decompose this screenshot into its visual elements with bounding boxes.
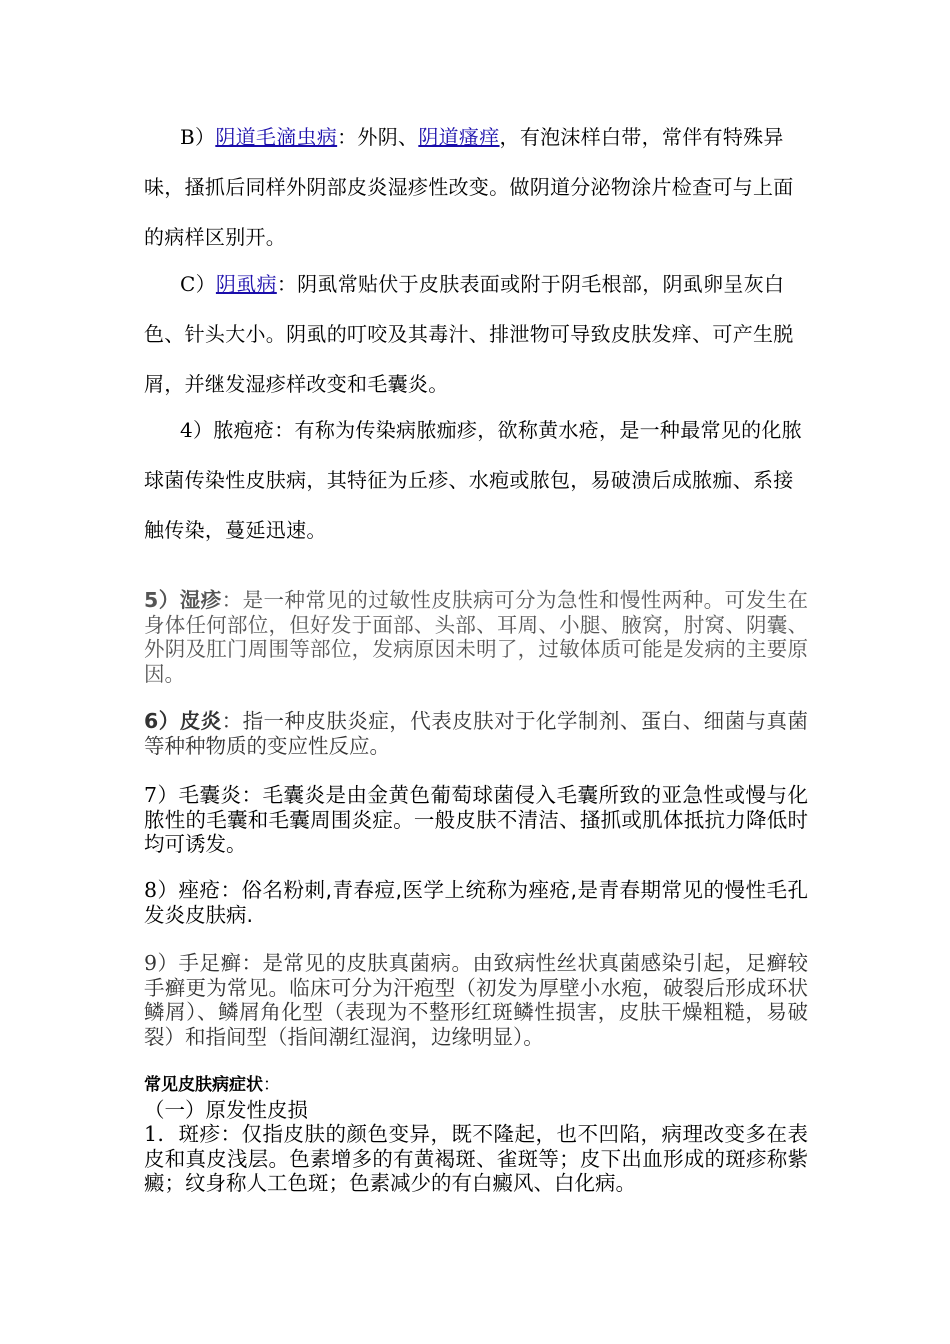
paragraph-6 xyxy=(144,709,808,758)
paragraph-7 xyxy=(144,783,808,857)
paragraph-7-lead: 7） xyxy=(144,783,179,807)
paragraph-8 xyxy=(144,878,808,927)
paragraph-4 xyxy=(144,405,808,555)
paragraph-8-lead: 8） xyxy=(144,878,179,902)
paragraph-8-text: 痤疮：俗名粉刺,青春痘,医学上统称为痤疮,是青春期常见的慢性毛孔发炎皮肤病. xyxy=(144,878,808,927)
paragraph-c-text: ：阴虱常贴伏于皮肤表面或附于阴毛根部，阴虱卵呈灰白色、针头大小。阴虱的叮咬及其毒汁、排泄物可导致皮肤发痒、可产生脱屑，并继发湿疹样改变和毛囊炎。 xyxy=(144,272,794,396)
paragraph-5-term: 湿疹 xyxy=(179,588,222,612)
paragraph-9-text: 手足癣：是常见的皮肤真菌病。由致病性丝状真菌感染引起，足癣较手癣更为常见。临床可分为汗疱型（初发为厚壁小水疱，破裂后形成环状鳞屑）、鳞屑角化型（表现为不整形红斑鳞性损害，皮肤干燥粗糙，易破裂）和指间型（指间潮红湿润，边缘明显）。 xyxy=(144,951,809,1049)
paragraph-6-lead: 6） xyxy=(144,709,180,733)
section-item-1-text: 斑疹：仅指皮肤的颜色变异，既不隆起，也不凹陷，病理改变多在表皮和真皮浅层。色素增多的有黄褐斑、雀斑等；皮下出血形成的斑疹称紫癜；纹身称人工色斑；色素减少的有白癜风、白化病。 xyxy=(144,1122,809,1195)
paragraph-b-text-2: ，有泡沫样白带，常伴有特殊异味，搔抓后同样外阴部皮炎湿疹性改变。做阴道分泌物涂片检查可与上面的病样区别开。 xyxy=(144,125,794,249)
paragraph-4-lead: 4） xyxy=(180,418,214,442)
section-heading xyxy=(144,1073,808,1097)
link-trichomonas-vaginitis[interactable]: 阴道毛滴虫病 xyxy=(215,125,338,149)
paragraph-9-lead: 9） xyxy=(144,951,179,975)
section-subheading: （一）原发性皮损 xyxy=(144,1098,308,1122)
paragraph-7-text: 毛囊炎：毛囊炎是由金黄色葡萄球菌侵入毛囊所致的亚急性或慢与化脓性的毛囊和毛囊周围炎症。一般皮肤不清洁、搔抓或肌体抵抗力降低时均可诱发。 xyxy=(144,783,809,856)
paragraph-c xyxy=(144,259,808,409)
link-pubic-lice[interactable]: 阴虱病 xyxy=(215,272,277,296)
paragraph-6-term: 皮炎 xyxy=(179,709,222,733)
paragraph-5-lead: 5） xyxy=(144,588,180,612)
paragraph-b xyxy=(144,112,808,262)
paragraph-b-lead: B） xyxy=(180,125,216,149)
paragraph-9 xyxy=(144,951,808,1049)
paragraph-5 xyxy=(144,588,808,686)
paragraph-c-lead: C） xyxy=(180,272,216,296)
section-heading-text: 常见皮肤病症状 xyxy=(144,1075,263,1095)
section-item-1-lead: 1． xyxy=(144,1122,179,1146)
paragraph-6-text: ：指一种皮肤炎症，代表皮肤对于化学制剂、蛋白、细菌与真菌等种种物质的变应性反应。 xyxy=(144,709,809,758)
link-vaginal-itching[interactable]: 阴道瘙痒 xyxy=(418,125,500,149)
section-item-1 xyxy=(144,1122,808,1196)
paragraph-4-text: 脓疱疮：有称为传染病脓痂疹，欲称黄水疮，是一种最常见的化脓球菌传染性皮肤病，其特征为丘疹、水疱或脓包，易破溃后成脓痂、系接触传染，蔓延迅速。 xyxy=(144,418,803,542)
paragraph-5-text: ：是一种常见的过敏性皮肤病可分为急性和慢性两种。可发生在身体任何部位，但好发于面部、头部、耳周、小腿、腋窝，肘窝、阴囊、外阴及肛门周围等部位，发病原因未明了，过敏体质可能是发病的主要原因。 xyxy=(144,588,809,686)
paragraph-b-text-1: ：外阴、 xyxy=(337,125,419,149)
section-heading-colon: ： xyxy=(263,1075,280,1095)
